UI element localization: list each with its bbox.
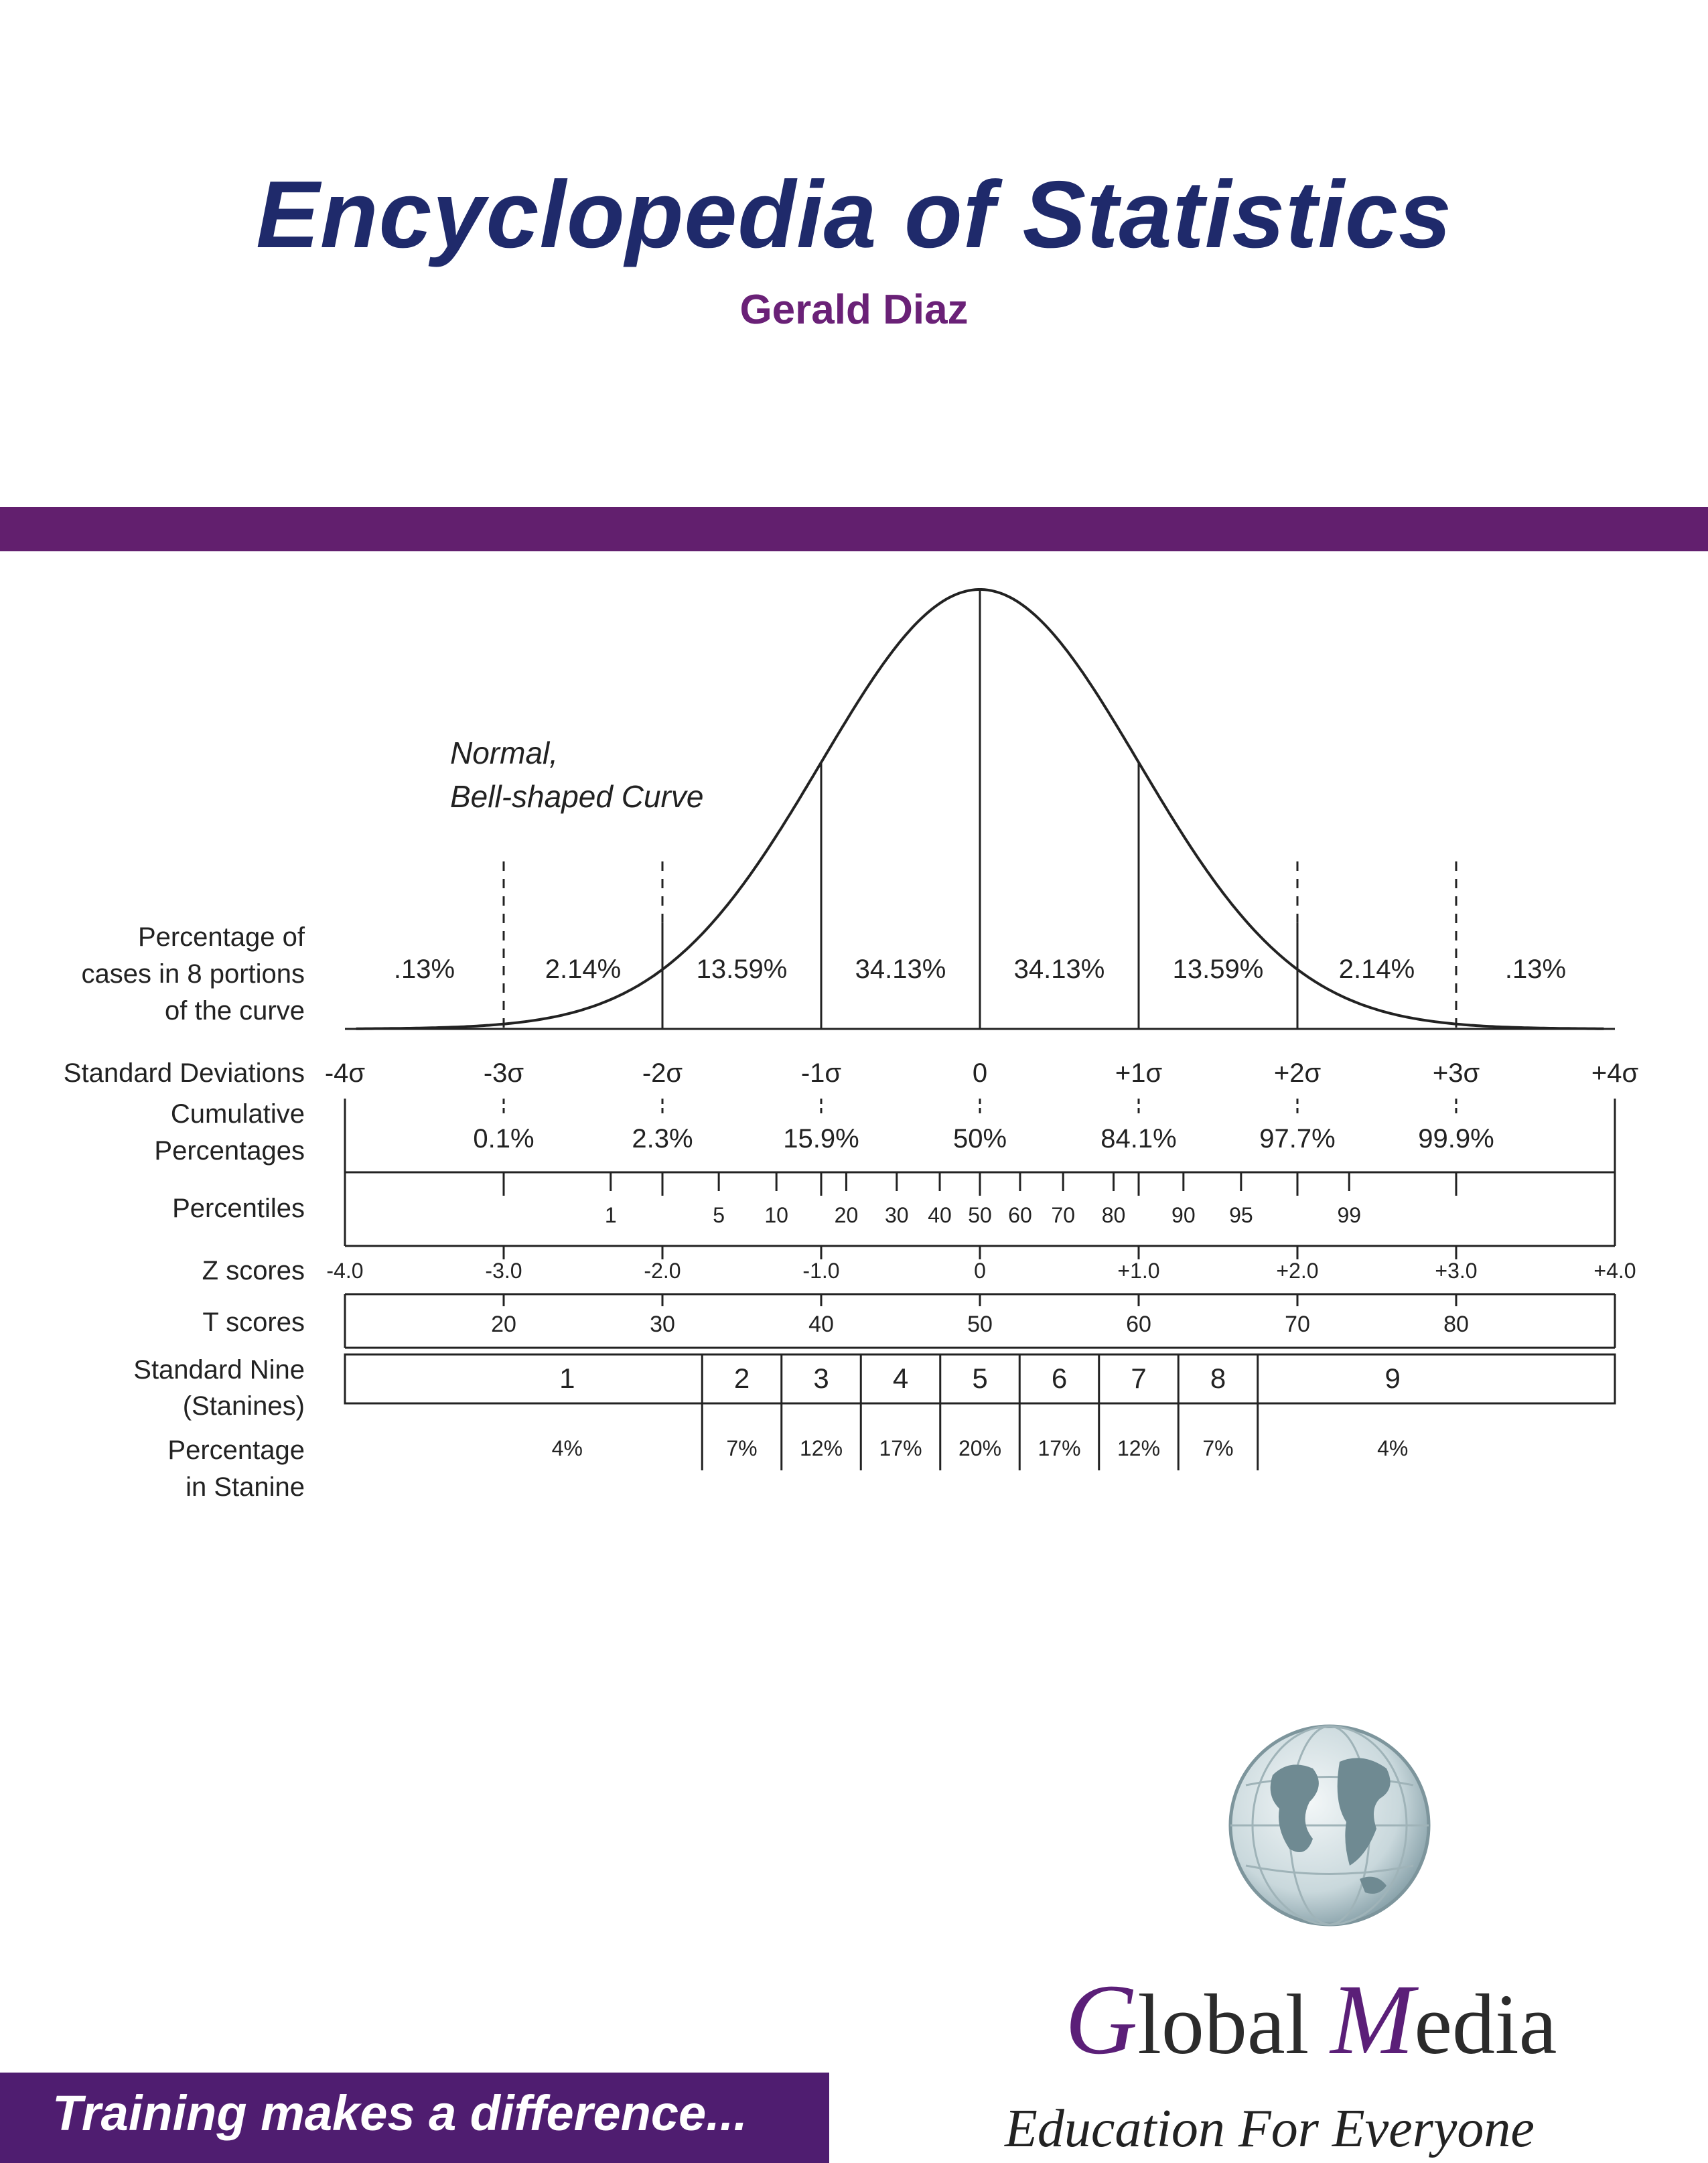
- cumulative-percentage: 2.3%: [632, 1124, 693, 1154]
- sd-label: -2σ: [642, 1058, 683, 1088]
- curve-label-line2: Bell-shaped Curve: [450, 779, 704, 814]
- row-label-portions-3: of the curve: [164, 996, 305, 1026]
- cumulative-percentage: 84.1%: [1100, 1124, 1177, 1154]
- sd-label: -4σ: [324, 1058, 366, 1088]
- portion-percentage: 13.59%: [1172, 955, 1264, 984]
- sd-label: 0: [972, 1058, 988, 1088]
- tagline: Training makes a difference...: [52, 2085, 748, 2141]
- t-score-label: 80: [1443, 1312, 1469, 1337]
- cumulative-percentage: 97.7%: [1259, 1124, 1336, 1154]
- row-label-z: Z scores: [202, 1256, 305, 1285]
- cumulative-percentage: 99.9%: [1418, 1124, 1494, 1154]
- normal-distribution-figure: [0, 569, 1708, 1507]
- sd-label: +4σ: [1591, 1058, 1639, 1088]
- percentile-label: 95: [1229, 1203, 1253, 1227]
- percentile-label: 5: [713, 1203, 725, 1227]
- portion-percentage: 2.14%: [1338, 955, 1415, 984]
- portion-percentage: 13.59%: [696, 955, 788, 984]
- book-author: Gerald Diaz: [739, 287, 969, 333]
- percentile-label: 80: [1101, 1203, 1126, 1227]
- row-label-stanine-2: (Stanines): [182, 1391, 305, 1421]
- sd-label: -3σ: [483, 1058, 524, 1088]
- row-label-stanine-pct-1: Percentage: [167, 1436, 305, 1465]
- row-label-portions-1: Percentage of: [137, 922, 305, 952]
- row-label-portions-2: cases in 8 portions: [81, 959, 305, 989]
- decorative-band: [0, 507, 1708, 551]
- sd-label: +1σ: [1115, 1058, 1163, 1088]
- z-score-label: -1.0: [802, 1259, 840, 1283]
- stanine-label: 9: [1384, 1363, 1401, 1394]
- stanine-label: 3: [813, 1363, 829, 1394]
- stanine-label: 5: [972, 1363, 988, 1394]
- percentile-label: 50: [968, 1203, 992, 1227]
- row-label-cumulative-2: Percentages: [154, 1136, 305, 1166]
- stanine-percent: 7%: [726, 1436, 758, 1460]
- book-title: Encyclopedia of Statistics: [256, 161, 1452, 268]
- curve-label-line1: Normal,: [450, 736, 559, 770]
- row-label-sd: Standard Deviations: [63, 1058, 305, 1088]
- stanine-percent: 12%: [799, 1436, 843, 1460]
- stanine-label: 1: [559, 1363, 575, 1394]
- percentile-label: 99: [1337, 1203, 1362, 1227]
- portion-percentage: 2.14%: [545, 955, 622, 984]
- stanine-label: 7: [1131, 1363, 1147, 1394]
- portion-percentage: .13%: [393, 955, 455, 984]
- publisher-name: [1065, 1964, 1557, 2075]
- stanine-label: 8: [1210, 1363, 1226, 1394]
- row-label-stanine-pct-2: in Stanine: [186, 1472, 305, 1502]
- z-score-label: -4.0: [326, 1259, 364, 1283]
- percentile-label: 60: [1008, 1203, 1032, 1227]
- stanine-label: 6: [1051, 1363, 1068, 1394]
- t-score-label: 60: [1126, 1312, 1151, 1337]
- stanine-label: 4: [892, 1363, 909, 1394]
- percentile-label: 10: [764, 1203, 788, 1227]
- stanine-percent: 4%: [1377, 1436, 1409, 1460]
- percentile-label: 1: [604, 1203, 617, 1227]
- z-score-label: +2.0: [1276, 1259, 1319, 1283]
- publisher-name-edia: edia: [1414, 1977, 1557, 2072]
- stanine-percent: 17%: [1038, 1436, 1081, 1460]
- t-score-label: 70: [1285, 1312, 1310, 1337]
- row-label-percentiles: Percentiles: [172, 1194, 305, 1223]
- stanine-label: 2: [733, 1363, 750, 1394]
- publisher-name-lobal: lobal: [1137, 1977, 1309, 2072]
- sd-label: +2σ: [1273, 1058, 1322, 1088]
- publisher-name-g: G: [1065, 1964, 1138, 2075]
- portion-percentage: .13%: [1504, 955, 1567, 984]
- t-score-label: 50: [967, 1312, 993, 1337]
- percentile-label: 40: [928, 1203, 952, 1227]
- stanine-percent: 4%: [551, 1436, 583, 1460]
- sd-label: +3σ: [1432, 1058, 1480, 1088]
- z-score-label: -2.0: [644, 1259, 681, 1283]
- t-score-label: 20: [491, 1312, 516, 1337]
- percentile-label: 70: [1051, 1203, 1075, 1227]
- percentile-label: 90: [1171, 1203, 1196, 1227]
- publisher-motto: Education For Everyone: [1005, 2099, 1535, 2158]
- z-score-label: 0: [974, 1259, 986, 1283]
- portion-percentage: 34.13%: [1013, 955, 1105, 984]
- stanine-percent: 7%: [1202, 1436, 1234, 1460]
- publisher-name-m: M: [1330, 1964, 1415, 2075]
- portion-percentage: 34.13%: [855, 955, 946, 984]
- t-score-label: 30: [650, 1312, 675, 1337]
- cumulative-percentage: 0.1%: [473, 1124, 535, 1154]
- z-score-label: -3.0: [485, 1259, 522, 1283]
- cumulative-percentage: 50%: [952, 1124, 1007, 1154]
- sd-label: -1σ: [800, 1058, 842, 1088]
- globe-logo-icon: [1226, 1722, 1433, 1929]
- z-score-label: +3.0: [1435, 1259, 1478, 1283]
- row-label-cumulative-1: Cumulative: [170, 1099, 305, 1129]
- stanine-percent: 17%: [879, 1436, 922, 1460]
- z-score-label: +4.0: [1593, 1259, 1636, 1283]
- percentile-label: 30: [885, 1203, 909, 1227]
- t-score-label: 40: [808, 1312, 834, 1337]
- stanine-percent: 12%: [1117, 1436, 1161, 1460]
- z-score-label: +1.0: [1117, 1259, 1160, 1283]
- percentile-label: 20: [834, 1203, 859, 1227]
- stanine-percent: 20%: [958, 1436, 1002, 1460]
- cumulative-percentage: 15.9%: [783, 1124, 859, 1154]
- row-label-t: T scores: [202, 1308, 305, 1337]
- row-label-stanine-1: Standard Nine: [133, 1355, 305, 1385]
